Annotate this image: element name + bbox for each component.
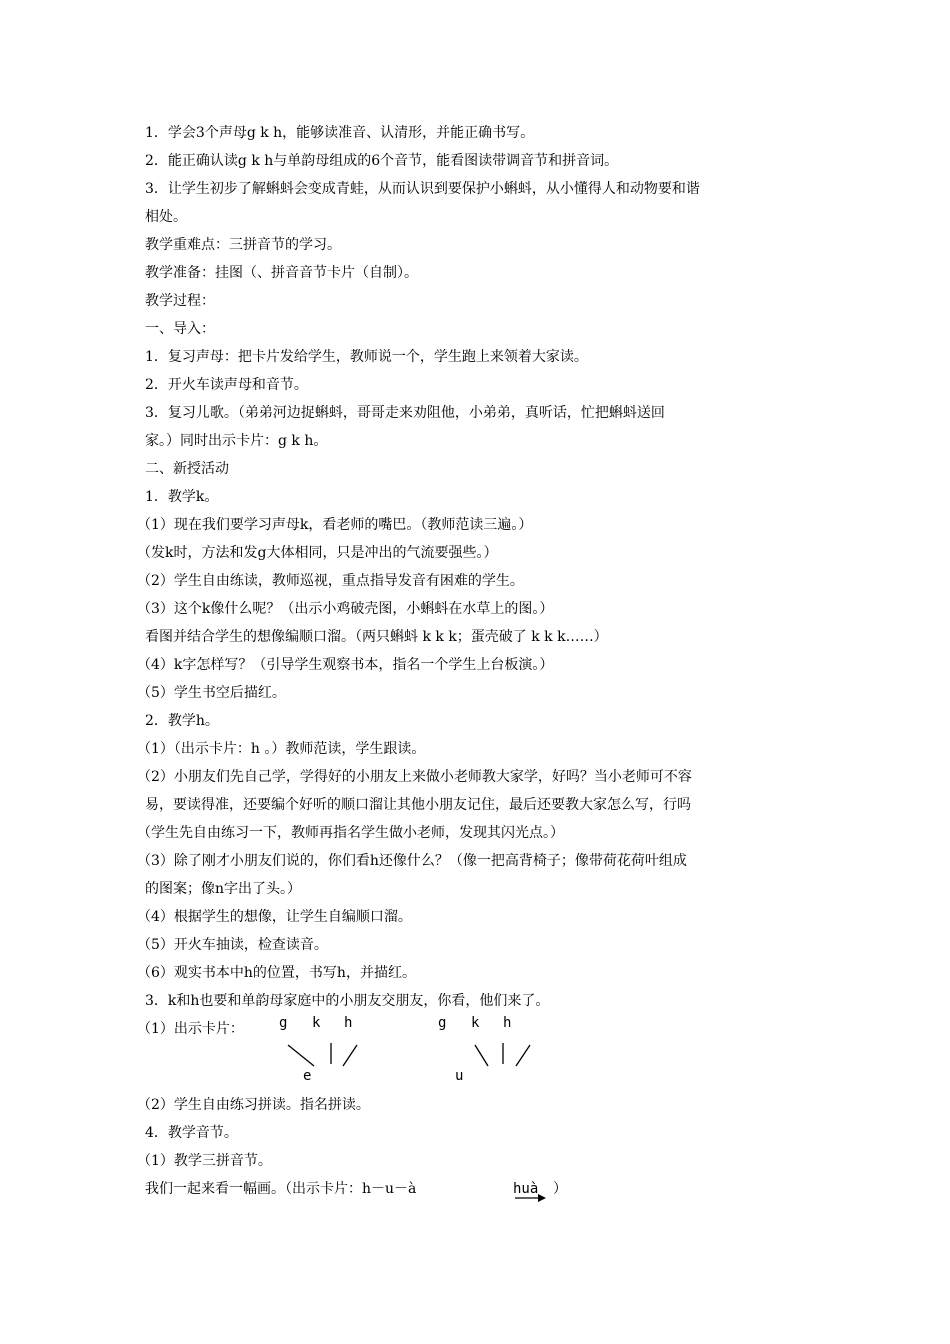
card-left-initial-k: k <box>312 1015 321 1031</box>
card-left-final-e: e <box>303 1068 312 1084</box>
intro-step-1: 1．复习声母：把卡片发给学生，教师说一个，学生跑上来领着大家读。 <box>145 349 588 365</box>
teach-k-heading: 1．教学k。 <box>145 489 219 505</box>
teach-h-2-cont2: （学生先自由练习一下，教师再指名学生做小老师，发现其闪光点。） <box>137 825 564 841</box>
teach-h-3: （3）除了刚才小朋友们说的，你们看h还像什么？（像一把高背椅子；像带荷花荷叶组成 <box>137 853 687 869</box>
syllable-result: huà <box>513 1181 539 1197</box>
teach-k-rhyme: 看图并结合学生的想像编顺口溜。（两只蝌蚪 k k k；蛋壳破了 k k k……） <box>145 629 608 645</box>
card-right-initial-g: g <box>438 1015 447 1031</box>
card-right-initial-k: k <box>471 1015 480 1031</box>
teach-syllable-card: 我们一起来看一幅画。（出示卡片：h－u－à <box>145 1181 417 1197</box>
teach-h-2: （2）小朋友们先自己学，学得好的小朋友上来做小老师教大家学，好吗？当小老师可不容 <box>137 769 692 785</box>
card-left-initial-h: h <box>344 1015 353 1031</box>
objective-3: 3．让学生初步了解蝌蚪会变成青蛙，从而认识到要保护小蝌蚪，从小懂得人和动物要和谐 <box>145 181 700 197</box>
closing-paren: ） <box>553 1181 567 1197</box>
teach-k-1: （1）现在我们要学习声母k，看老师的嘴巴。（教师范读三遍。） <box>137 517 533 533</box>
teach-h-heading: 2．教学h。 <box>145 713 219 729</box>
objective-3-cont: 相处。 <box>145 209 187 225</box>
teach-h-1: （1）（出示卡片：h 。）教师范读，学生跟读。 <box>137 741 426 757</box>
key-points: 教学重难点：三拼音节的学习。 <box>145 237 341 253</box>
intro-step-3: 3．复习儿歌。（弟弟河边捉蝌蚪，哥哥走来劝阻他，小弟弟，真听话，忙把蝌蚪送回 <box>145 405 665 421</box>
card-right-final-u: u <box>455 1068 464 1084</box>
card-right-initial-h: h <box>503 1015 512 1031</box>
teach-k-3: （3）这个k像什么呢？（出示小鸡破壳图，小蝌蚪在水草上的图。） <box>137 601 554 617</box>
preparation: 教学准备：挂图（、拼音音节卡片（自制）。 <box>145 265 418 281</box>
card-left-initial-g: g <box>279 1015 288 1031</box>
teach-h-2-cont: 易，要读得准，还要编个好听的顺口溜让其他小朋友记住，最后还要教大家怎么写，行吗 <box>145 797 691 813</box>
intro-step-3-cont: 家。）同时出示卡片：g k h。 <box>145 433 328 449</box>
teach-k-2: （2）学生自由练读，教师巡视，重点指导发音有困难的学生。 <box>137 573 524 589</box>
objective-1: 1．学会3个声母g k h，能够读准音、认清形，并能正确书写。 <box>145 125 535 141</box>
teach-k-note: （发k时，方法和发g大体相同，只是冲出的气流要强些。） <box>137 545 498 561</box>
teach-syllable-heading: 4．教学音节。 <box>145 1125 238 1141</box>
teach-kh-heading: 3．k和h也要和单韵母家庭中的小朋友交朋友，你看，他们来了。 <box>145 993 550 1009</box>
teach-syllable-1: （1）教学三拼音节。 <box>137 1153 272 1169</box>
teach-h-3-cont: 的图案；像n字出了头。） <box>145 881 302 897</box>
teach-k-5: （5）学生书空后描红。 <box>137 685 286 701</box>
section-intro: 一、导入： <box>145 321 215 337</box>
teach-h-4: （4）根据学生的想像，让学生自编顺口溜。 <box>137 909 412 925</box>
objective-2: 2．能正确认读g k h与单韵母组成的6个音节，能看图读带调音节和拼音词。 <box>145 153 619 169</box>
teach-k-4: （4）k字怎样写？（引导学生观察书本，指名一个学生上台板演。） <box>137 657 554 673</box>
teach-kh-2: （2）学生自由练习拼读。指名拼读。 <box>137 1097 370 1113</box>
intro-step-2: 2．开火车读声母和音节。 <box>145 377 308 393</box>
teach-kh-1: （1）出示卡片： <box>137 1021 244 1037</box>
teach-h-5: （5）开火车抽读，检查读音。 <box>137 937 328 953</box>
process-heading: 教学过程： <box>145 293 215 309</box>
teach-h-6: （6）观实书本中h的位置，书写h，并描红。 <box>137 965 416 981</box>
section-new: 二、新授活动 <box>145 461 229 477</box>
